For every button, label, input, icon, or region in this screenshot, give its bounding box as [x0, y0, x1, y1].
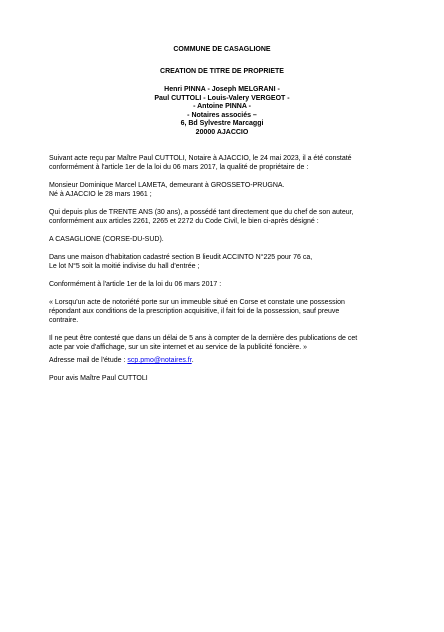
paragraph-line: contraire.	[49, 317, 79, 324]
notaires-line: Henri PINNA - Joseph MELGRANI -	[164, 86, 280, 93]
notaires-block	[0, 86, 444, 137]
paragraph-email	[49, 356, 409, 365]
paragraph-contestation	[49, 334, 409, 352]
paragraph-line: Né à AJACCIO le 28 mars 1961 ;	[49, 191, 152, 198]
paragraph-line: acte par voie d'affichage, sur un site internet et au service de la publicité foncière. »	[49, 344, 308, 351]
paragraph-citation	[49, 298, 409, 325]
paragraph-loi: Conformément à l'article 1er de la loi du 06 mars 2017 :	[49, 281, 222, 288]
paragraph-line: Le lot N°5 soit la moitié indivise du hall d'entrée ;	[49, 263, 200, 270]
address-line: 6, Bd Sylvestre Marcaggi	[180, 120, 264, 127]
paragraph-possession	[49, 208, 409, 226]
paragraph-line: conformément aux articles 2261, 2265 et 2272 du Code Civil, le bien ci-après désigné :	[49, 218, 319, 225]
paragraph-line: conformément à l'article 1er de la loi du 06 mars 2017, la qualité de propriétaire de :	[49, 164, 309, 171]
email-link[interactable]: scp.pmo@notaires.fr	[127, 357, 192, 364]
notaires-line: - Antoine PINNA -	[193, 103, 251, 110]
paragraph-commune: A CASAGLIONE (CORSE-DU-SUD).	[49, 236, 164, 243]
paragraph-line: répondant aux conditions de la prescription acquisitive, il fait foi de la possession, sauf preuve	[49, 308, 340, 315]
notaires-line: Paul CUTTOLI - Louis-Valery VERGEOT -	[154, 94, 290, 102]
notaires-line: - Notaires associés –	[187, 111, 257, 119]
paragraph-line: Il ne peut être contesté que dans un délai de 5 ans à compter de la dernière des publications de cet	[49, 335, 358, 342]
paragraph-line: Qui depuis plus de TRENTE ANS (30 ans), a possédé tant directement que du chef de son auteur,	[49, 209, 354, 216]
document-title: CREATION DE TITRE DE PROPRIETE	[160, 68, 284, 75]
email-suffix: .	[191, 357, 194, 364]
paragraph-line: Suivant acte reçu par Maître Paul CUTTOLI, Notaire à AJACCIO, le 24 mai 2023, il a été constaté	[49, 155, 352, 162]
paragraph-line: Monsieur Dominique Marcel LAMETA, demeurant à GROSSETO-PRUGNA.	[49, 182, 285, 189]
paragraph-proprietaire	[49, 181, 409, 199]
paragraph-line: « Lorsqu'un acte de notoriété porte sur un immeuble situé en Corse et constate une possession	[49, 299, 345, 306]
email-label: Adresse mail de l'étude :	[49, 357, 128, 364]
paragraph-line: Dans une maison d'habitation cadastré section B lieudit ACCINTO N°225 pour 76 ca,	[49, 254, 313, 261]
commune-heading: COMMUNE DE CASAGLIONE	[173, 46, 271, 53]
city-line: 20000 AJACCIO	[195, 128, 249, 136]
paragraph-acte	[49, 154, 409, 172]
signature-line: Pour avis Maître Paul CUTTOLI	[49, 375, 148, 382]
paragraph-bien	[49, 253, 409, 271]
